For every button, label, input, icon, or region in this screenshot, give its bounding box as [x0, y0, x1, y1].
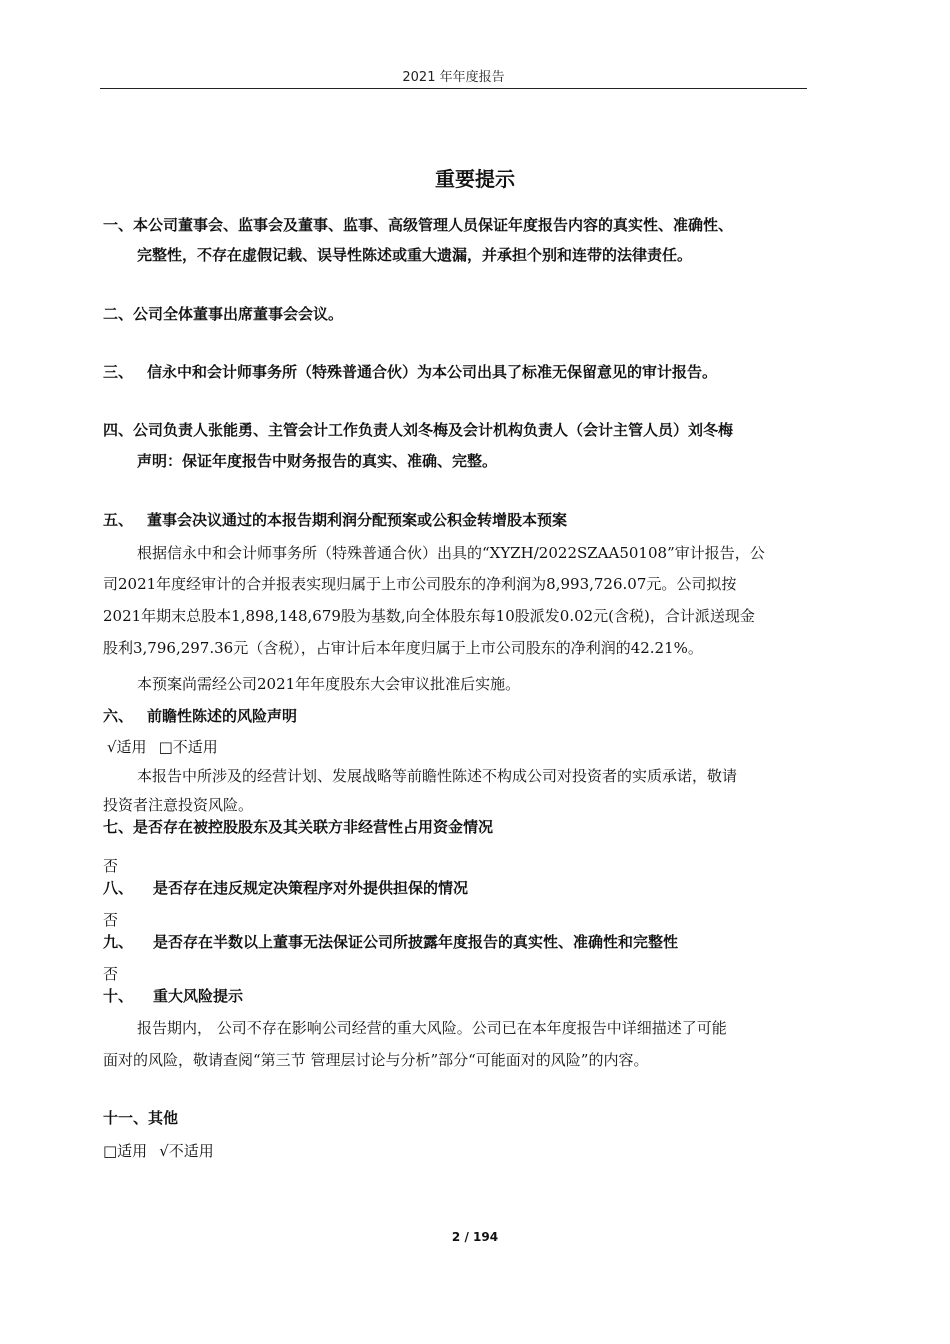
section-5-title: 董事会决议通过的本报告期利润分配预案或公积金转增股本预案 — [147, 511, 568, 529]
section-9-number: 九、 — [103, 933, 134, 951]
section-11-applicable-option: □适用 — [103, 1142, 148, 1160]
section-10-number: 十、 — [103, 987, 134, 1005]
section-6-number: 六、 — [103, 707, 134, 725]
section-4-number: 四、 — [103, 421, 134, 439]
section-3-text: 信永中和会计师事务所（特殊普通合伙）为本公司出具了标准无保留意见的审计报告。 — [147, 363, 718, 381]
section-10-paragraph-line-1: 报告期内， 公司不存在影响公司经营的重大风险。公司已在本年度报告中详细描述了可能 — [137, 1019, 727, 1037]
section-6-paragraph-line-2: 投资者注意投资风险。 — [103, 796, 254, 814]
section-4-line-1 — [103, 420, 733, 440]
section-2-number: 二、 — [103, 305, 134, 323]
section-7-title: 是否存在被控股股东及其关联方非经营性占用资金情况 — [133, 818, 494, 836]
section-4-text: 公司负责人张能勇、主管会计工作负责人刘冬梅及会计机构负责人（会计主管人员）刘冬梅 — [133, 421, 734, 439]
section-10-heading — [103, 986, 243, 1006]
section-5-paragraph-line-5: 本预案尚需经公司2021年年度股东大会审议批准后实施。 — [137, 675, 521, 693]
page-header: 2021 年年度报告 — [402, 70, 505, 85]
section-8-heading — [103, 878, 468, 898]
section-11-heading — [103, 1108, 178, 1128]
section-7-number: 七、 — [103, 818, 134, 836]
section-9-answer: 否 — [103, 965, 119, 983]
section-10-paragraph-line-2: 面对的风险，敬请查阅“第三节 管理层讨论与分析”部分“可能面对的风险”的内容。 — [103, 1051, 649, 1069]
section-11-number: 十一、 — [103, 1109, 149, 1127]
section-6-title: 前瞻性陈述的风险声明 — [147, 707, 298, 725]
section-3-number: 三、 — [103, 363, 134, 381]
section-1-line-2: 完整性，不存在虚假记载、误导性陈述或重大遗漏，并承担个别和连带的法律责任。 — [137, 246, 693, 264]
section-10-title: 重大风险提示 — [153, 987, 244, 1005]
section-8-number: 八、 — [103, 879, 134, 897]
section-6-not-applicable-option: □不适用 — [158, 738, 218, 756]
section-9-title: 是否存在半数以上董事无法保证公司所披露年度报告的真实性、准确性和完整性 — [153, 933, 679, 951]
section-5-heading — [103, 510, 567, 530]
page-title: 重要提示 — [435, 167, 515, 191]
section-3 — [103, 362, 717, 382]
section-6-heading — [103, 706, 297, 726]
section-5-paragraph-line-3: 2021年期末总股本1,898,148,679股为基数,向全体股东每10股派发0.02元(含税)，合计派送现金 — [103, 607, 755, 625]
header-rule — [100, 88, 807, 89]
section-8-title: 是否存在违反规定决策程序对外提供担保的情况 — [153, 879, 469, 897]
section-1-text: 本公司董事会、监事会及董事、监事、高级管理人员保证年度报告内容的真实性、准确性、 — [133, 216, 734, 234]
section-9-heading — [103, 932, 678, 952]
section-6-paragraph-line-1: 本报告中所涉及的经营计划、发展战略等前瞻性陈述不构成公司对投资者的实质承诺，敬请 — [137, 767, 738, 785]
section-7-heading — [103, 817, 493, 837]
section-1-line-1 — [103, 215, 733, 235]
section-6-applicable-option: √适用 — [107, 738, 147, 756]
section-11-not-applicable-option: √不适用 — [159, 1142, 214, 1160]
page-number: 2 / 194 — [451, 1230, 499, 1244]
section-5-paragraph-line-1: 根据信永中和会计师事务所（特殊普通合伙）出具的“XYZH/2022SZAA50108”审计报告，公 — [137, 544, 765, 562]
section-1-number: 一、 — [103, 216, 134, 234]
section-5-paragraph-line-4: 股利3,796,297.36元（含税），占审计后本年度归属于上市公司股东的净利润的42.21%。 — [103, 639, 703, 657]
section-8-answer: 否 — [103, 911, 119, 929]
section-2-text: 公司全体董事出席董事会会议。 — [133, 305, 344, 323]
section-11-applicability — [103, 1141, 214, 1161]
section-2 — [103, 304, 343, 324]
section-6-applicability — [107, 737, 218, 757]
section-5-paragraph-line-2: 司2021年度经审计的合并报表实现归属于上市公司股东的净利润为8,993,726.07元。公司拟按 — [103, 575, 737, 593]
section-11-title: 其他 — [148, 1109, 179, 1127]
section-5-number: 五、 — [103, 511, 134, 529]
section-4-line-2: 声明：保证年度报告中财务报告的真实、准确、完整。 — [137, 452, 498, 470]
section-7-answer: 否 — [103, 857, 119, 875]
